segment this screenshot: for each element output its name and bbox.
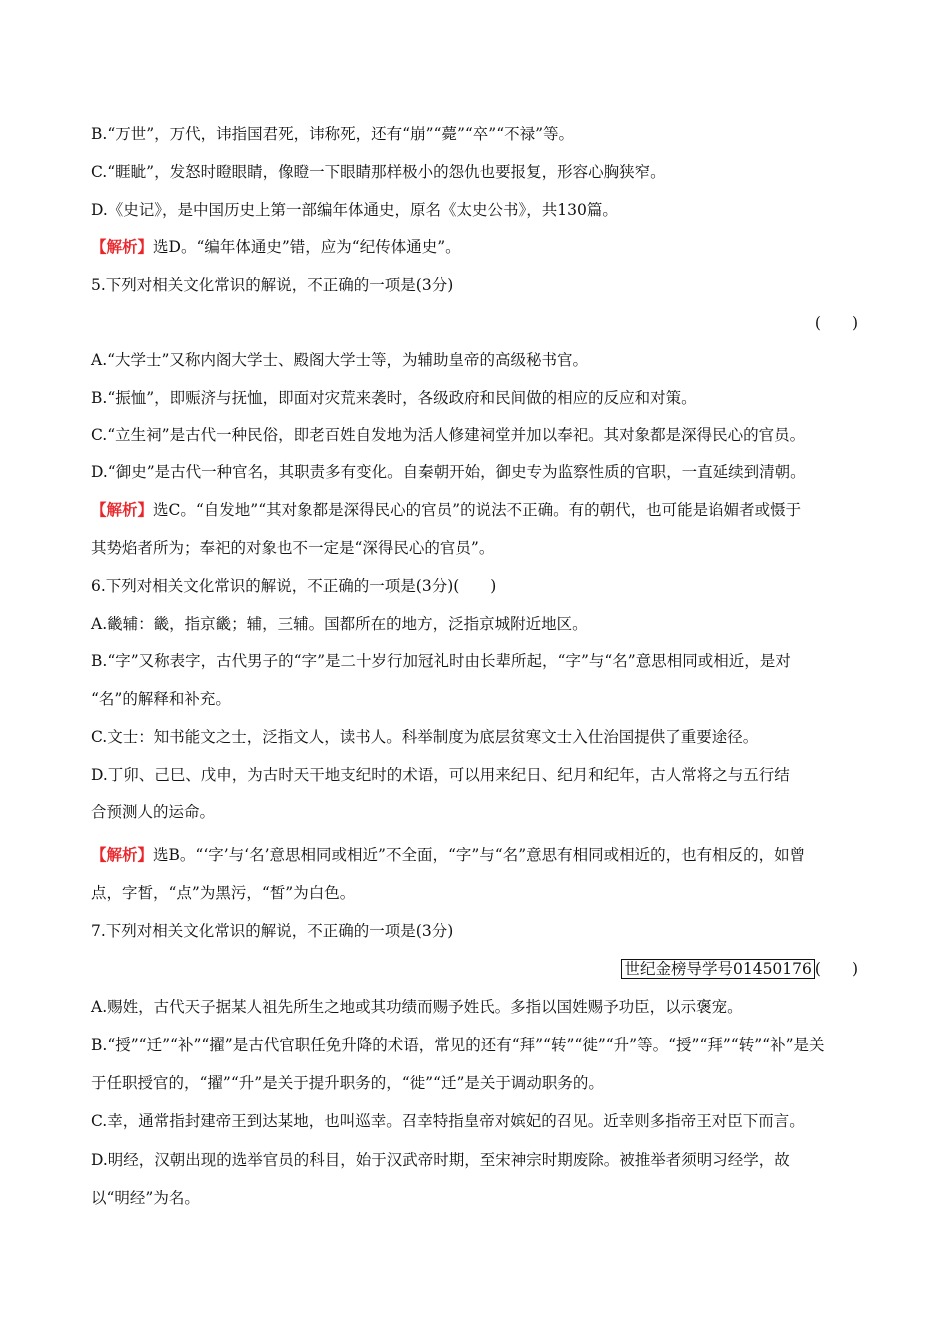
q6-option-b-line2: “名”的解释和补充。 <box>91 690 231 708</box>
study-code-box: 世纪金榜导学号01450176 <box>621 959 814 979</box>
answer-blank-7: ( ) <box>814 960 858 978</box>
answer-5-line1 <box>91 500 861 520</box>
answer-6-line1 <box>91 845 861 865</box>
q7-option-d-line2: 以“明经”为名。 <box>91 1189 200 1207</box>
q5-option-d: D.“御史”是古代一种官名，其职责多有变化。自秦朝开始，御史专为监察性质的官职，一直延续到清朝。 <box>91 463 806 481</box>
q6-option-d-line2: 合预测人的运命。 <box>91 803 216 821</box>
question-7-code-line <box>621 959 858 979</box>
option-b-line: B.“万世”，万代，讳指国君死，讳称死，还有“崩”“薨”“卒”“不禄”等。 <box>91 125 575 143</box>
question-6: 6.下列对相关文化常识的解说，不正确的一项是(3分)( ) <box>91 577 497 595</box>
answer-text: 选C。“自发地”“其对象都是深得民心的官员”的说法不正确。有的朝代，也可能是谄媚者或慑于 <box>153 501 802 519</box>
q5-option-a: A.“大学士”又称内阁大学士、殿阁大学士等，为辅助皇帝的高级秘书官。 <box>91 351 588 369</box>
q7-option-d-line1: D.明经，汉朝出现的选举官员的科目，始于汉武帝时期，至宋神宗时期废除。被推举者须明习经学，故 <box>91 1151 790 1169</box>
q5-option-c: C.“立生祠”是古代一种民俗，即老百姓自发地为活人修建祠堂并加以奉祀。其对象都是深得民心的官员。 <box>91 426 806 444</box>
answer-text: 选D。“编年体通史”错，应为“纪传体通史”。 <box>153 238 461 256</box>
answer-text: 选B。“‘字’与‘名’意思相同或相近”不全面，“字”与“名”意思有相同或相近的，也有相反的，如曾 <box>153 846 806 864</box>
q7-option-b-line1: B.“授”“迁”“补”“擢”是古代官职任免升降的术语，常见的还有“拜”“转”“徙”“升”等。“授”“拜”“转”“补”是关 <box>91 1036 825 1054</box>
q6-option-a: A.畿辅：畿，指京畿；辅，三辅。国都所在的地方，泛指京城附近地区。 <box>91 615 588 633</box>
answer-4 <box>91 237 861 257</box>
q7-option-c: C.幸，通常指封建帝王到达某地，也叫巡幸。召幸特指皇帝对嫔妃的召见。近幸则多指帝王对臣下而言。 <box>91 1112 805 1130</box>
analysis-tag: 【解析】 <box>91 500 154 519</box>
question-5: 5.下列对相关文化常识的解说，不正确的一项是(3分) <box>91 276 454 294</box>
answer-blank-5: ( ) <box>814 314 858 332</box>
analysis-tag: 【解析】 <box>91 845 154 864</box>
option-d-line: D.《史记》，是中国历史上第一部编年体通史，原名《太史公书》，共130篇。 <box>91 201 618 219</box>
q6-option-c: C.文士：知书能文之士，泛指文人，读书人。科举制度为底层贫寒文士入仕治国提供了重要途径。 <box>91 728 759 746</box>
q7-option-a: A.赐姓，古代天子据某人祖先所生之地或其功绩而赐予姓氏。多指以国姓赐予功臣，以示褒宠。 <box>91 998 743 1016</box>
question-7: 7.下列对相关文化常识的解说，不正确的一项是(3分) <box>91 922 454 940</box>
answer-6-line2: 点，字皙，“点”为黑污，“皙”为白色。 <box>91 884 356 902</box>
answer-5-line2: 其势焰者所为；奉祀的对象也不一定是“深得民心的官员”。 <box>91 539 495 557</box>
option-c-line: C.“睚眦”，发怒时瞪眼睛，像瞪一下眼睛那样极小的怨仇也要报复，形容心胸狭窄。 <box>91 163 666 181</box>
q6-option-d-line1: D.丁卯、己巳、戊申，为古时天干地支纪时的术语，可以用来纪日、纪月和纪年，古人常将之与五行结 <box>91 766 790 784</box>
analysis-tag: 【解析】 <box>91 237 154 256</box>
q5-option-b: B.“振恤”，即赈济与抚恤，即面对灾荒来袭时，各级政府和民间做的相应的反应和对策。 <box>91 389 697 407</box>
q7-option-b-line2: 于任职授官的，“擢”“升”是关于提升职务的，“徙”“迁”是关于调动职务的。 <box>91 1074 604 1092</box>
q6-option-b-line1: B.“字”又称表字，古代男子的“字”是二十岁行加冠礼时由长辈所起，“字”与“名”意思相同或相近，是对 <box>91 652 791 670</box>
